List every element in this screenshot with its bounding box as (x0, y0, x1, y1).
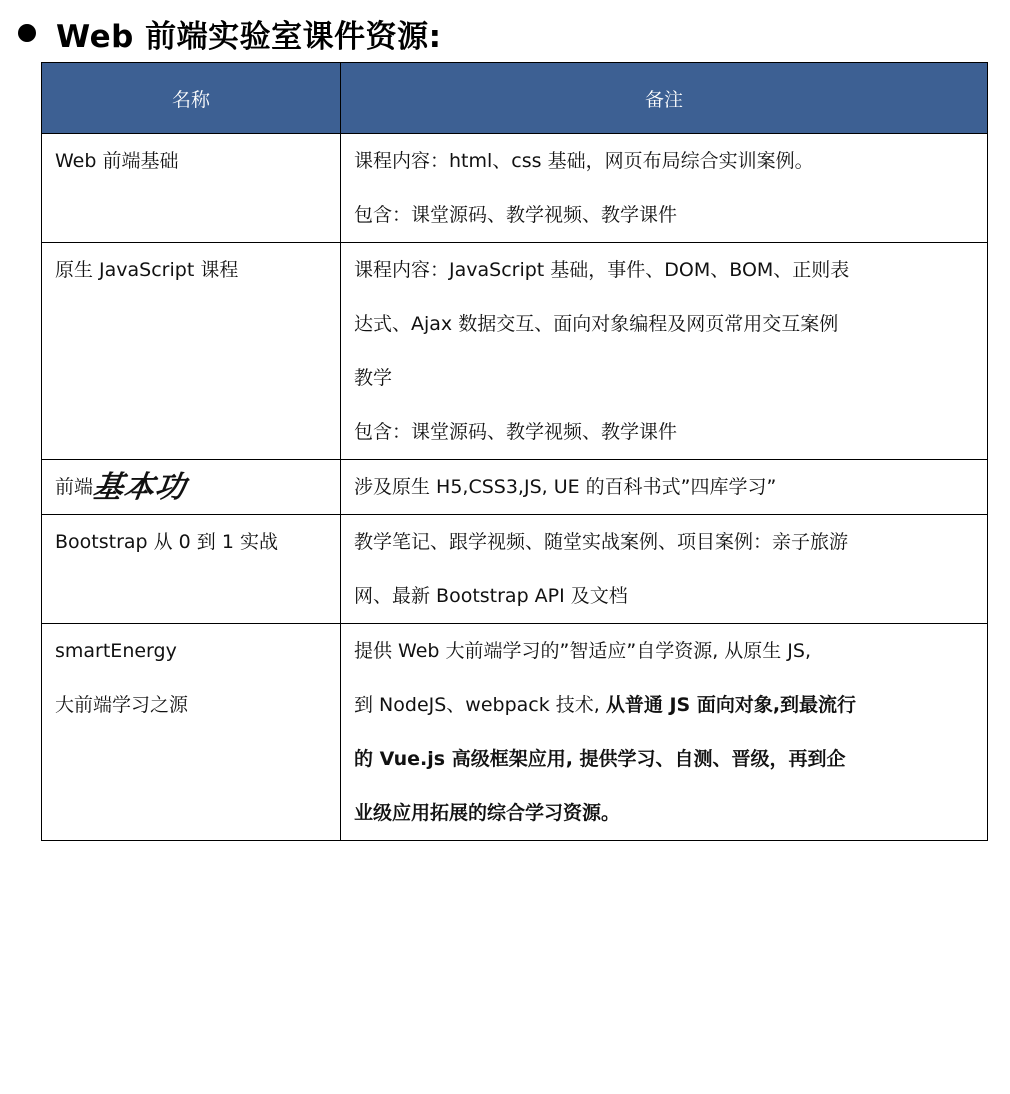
name-cell (42, 460, 341, 515)
course-name: 原生 JavaScript 课程 (55, 259, 239, 281)
table-row (42, 243, 988, 460)
course-name: Bootstrap 从 0 到 1 实战 (55, 531, 278, 553)
note-line: 涉及原生 H5,CSS3,JS, UE 的百科书式”四库学习” (354, 476, 777, 498)
note-line: 达式、Ajax 数据交互、面向对象编程及网页常用交互案例 (354, 313, 839, 335)
note-cell (341, 243, 988, 460)
course-name: smartEnergy (55, 640, 177, 662)
note-line: 网、最新 Bootstrap API 及文档 (354, 585, 628, 607)
name-cell (42, 624, 341, 841)
course-name (55, 460, 330, 514)
note-line-bold: 的 Vue.js 高级框架应用, 提供学习、自测、晋级，再到企 (354, 748, 846, 770)
note-text-bold: 从普通 JS 面向对象,到最流行 (605, 694, 857, 716)
table-row (42, 624, 988, 841)
note-line: 包含：课堂源码、教学视频、教学课件 (354, 421, 678, 443)
table-row (42, 134, 988, 243)
note-line: 课程内容：JavaScript 基础，事件、DOM、BOM、正则表 (354, 259, 850, 281)
column-header-note: 备注 (341, 63, 988, 134)
name-cell (42, 134, 341, 243)
heading-title: Web 前端实验室课件资源: (56, 18, 442, 55)
course-name-prefix: 前端 (55, 476, 94, 498)
note-line: 教学 (354, 367, 393, 389)
note-line-bold: 业级应用拓展的综合学习资源。 (354, 802, 621, 824)
table-row (42, 460, 988, 515)
note-text-plain: 到 NodeJS、webpack 技术, (354, 694, 606, 716)
column-header-name: 名称 (42, 63, 341, 134)
table-row (42, 515, 988, 624)
table-header-row (42, 63, 988, 134)
note-line: 课程内容：html、css 基础，网页布局综合实训案例。 (354, 150, 814, 172)
section-heading (18, 10, 442, 56)
name-cell (42, 515, 341, 624)
note-line: 提供 Web 大前端学习的”智适应”自学资源, 从原生 JS, (354, 640, 812, 662)
note-line: 包含：课堂源码、教学视频、教学课件 (354, 204, 678, 226)
note-cell (341, 515, 988, 624)
bullet-icon (18, 24, 36, 42)
resources-table (41, 62, 988, 841)
course-name-stylized: 基本功 (90, 469, 189, 505)
note-line: 教学笔记、跟学视频、随堂实战案例、项目案例：亲子旅游 (354, 531, 849, 553)
note-cell (341, 624, 988, 841)
note-line (354, 678, 977, 732)
note-cell (341, 134, 988, 243)
note-cell (341, 460, 988, 515)
name-cell (42, 243, 341, 460)
course-subtitle: 大前端学习之源 (55, 694, 189, 716)
course-name: Web 前端基础 (55, 150, 179, 172)
